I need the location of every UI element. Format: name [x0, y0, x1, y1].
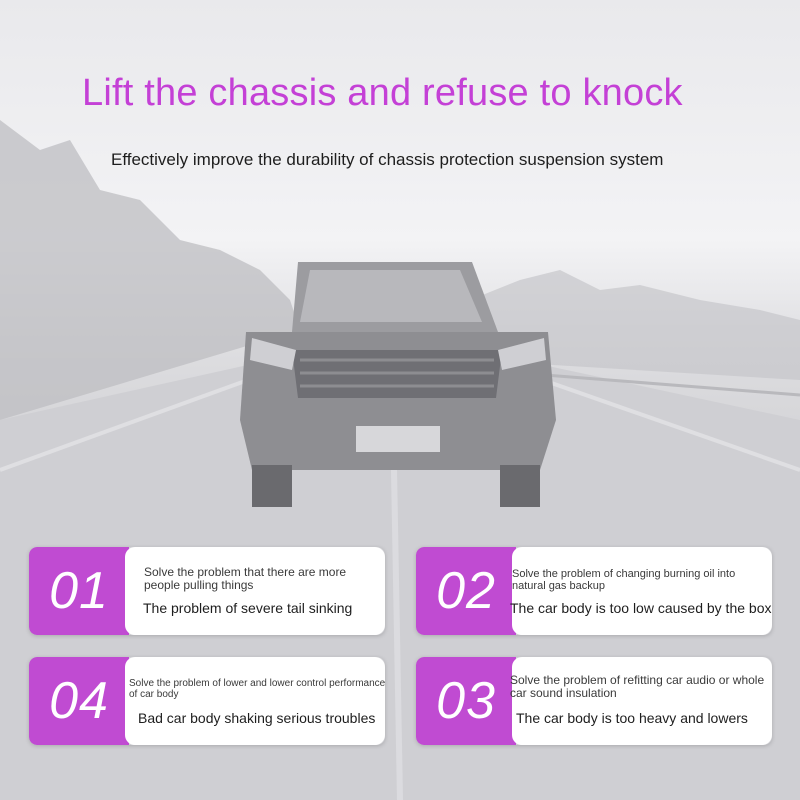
card-number: 03: [436, 672, 496, 730]
card-number: 01: [49, 562, 109, 620]
card-title: The problem of severe tail sinking: [143, 600, 353, 616]
card-title: The car body is too low caused by the box: [510, 600, 772, 616]
subheadline: Effectively improve the durability of chassis protection suspension system: [111, 150, 664, 169]
card-text-panel: [125, 547, 385, 635]
card-subtitle: Solve the problem that there are more people pulling things: [144, 565, 347, 592]
number-badge: [29, 657, 129, 745]
feature-card-02: [416, 547, 772, 635]
number-badge: [29, 547, 129, 635]
card-number: 04: [49, 672, 109, 730]
card-text-panel: [125, 657, 385, 745]
feature-card-04: [29, 657, 385, 745]
card-title: Bad car body shaking serious troubles: [138, 710, 376, 726]
card-text-panel: [512, 547, 772, 635]
card-subtitle: Solve the problem of refitting car audio or whole car sound insulation: [510, 673, 765, 700]
number-badge: [416, 547, 516, 635]
card-title: The car body is too heavy and lowers: [516, 710, 748, 726]
headline: Lift the chassis and refuse to knock: [82, 72, 683, 114]
number-badge: [416, 657, 516, 745]
card-subtitle: Solve the problem of changing burning oil into natural gas backup: [512, 568, 736, 592]
card-subtitle: Solve the problem of lower and lower control performance of car body: [129, 678, 385, 700]
feature-card-01: [29, 547, 385, 635]
card-number: 02: [436, 562, 496, 620]
card-text-panel: [512, 657, 772, 745]
feature-card-03: [416, 657, 772, 745]
